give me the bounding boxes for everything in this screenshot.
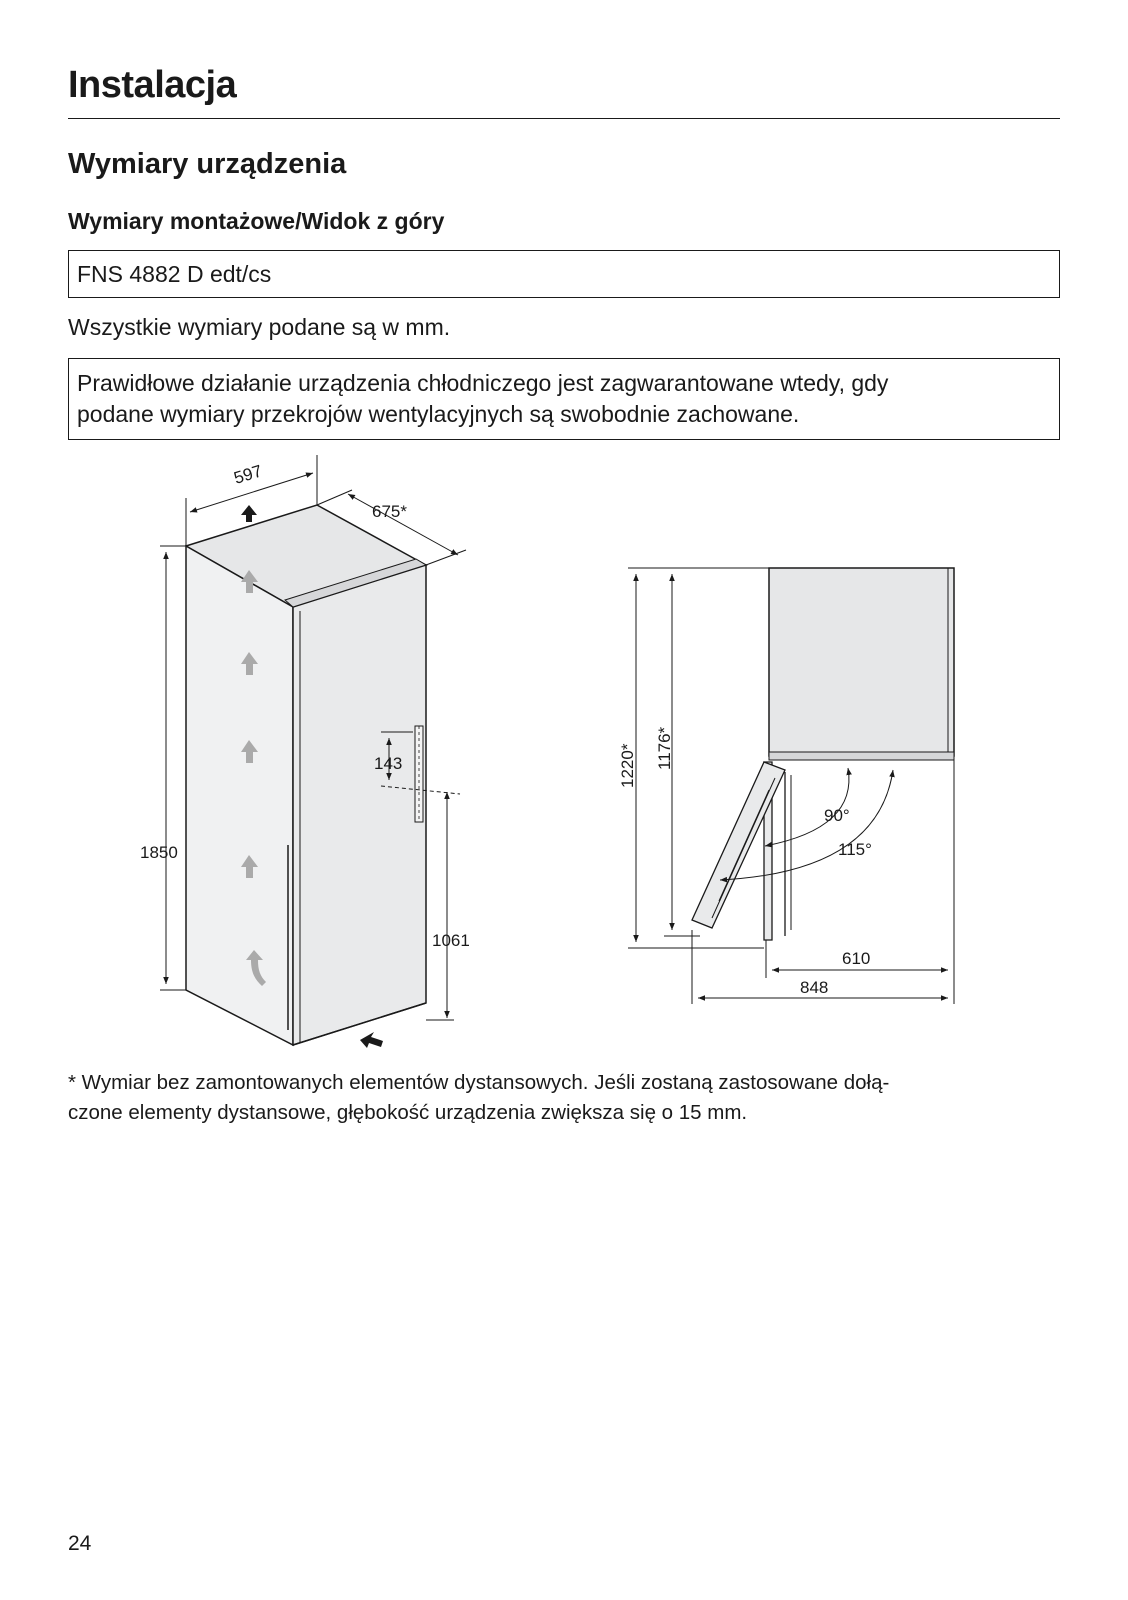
dim-width-848: 848 [800,978,829,997]
info-line-2: podane wymiary przekrojów wentylacyjnych są swobodnie zachowane. [77,401,800,427]
footnote-line-1: * Wymiar bez zamontowanych elementów dystansowych. Jeśli zostaną zastosowane dołą- [68,1071,890,1094]
dim-angle-90: 90° [824,806,850,825]
top-view-cabinet [769,568,954,756]
isometric-view [140,455,470,1048]
dim-depth-closed: 1176* [655,726,674,770]
arrow-up-icon [241,505,257,522]
page-subheading: Wymiary montażowe/Widok z góry [68,208,445,234]
model-name: FNS 4882 D edt/cs [77,261,272,287]
arrow-inlet-icon [360,1032,383,1048]
info-line-1: Prawidłowe działanie urządzenia chłodniczego jest zagwarantowane wtedy, gdy [77,370,889,396]
dim-height: 1850 [140,843,178,862]
dim-width-610: 610 [842,949,871,968]
units-note: Wszystkie wymiary podane są w mm. [68,314,451,340]
footnote [68,1068,1068,1128]
top-view [618,568,954,1004]
dim-depth-open: 1220* [618,743,637,788]
dim-width: 597 [231,461,265,488]
dim-angle-115: 115° [838,840,872,859]
footnote-line-2: czone elementy dystansowe, głębokość urządzenia zwiększa się o 15 mm. [68,1101,748,1124]
section-title: Instalacja [68,64,237,106]
page-number: 24 [68,1532,92,1555]
cabinet-door-face [293,565,426,1045]
dim-depth: 675* [372,502,407,521]
cabinet-side-face [186,546,293,1045]
dim-vent: 143 [374,754,403,773]
dim-handle-height: 1061 [432,931,470,950]
page-heading: Wymiary urządzenia [68,148,347,180]
